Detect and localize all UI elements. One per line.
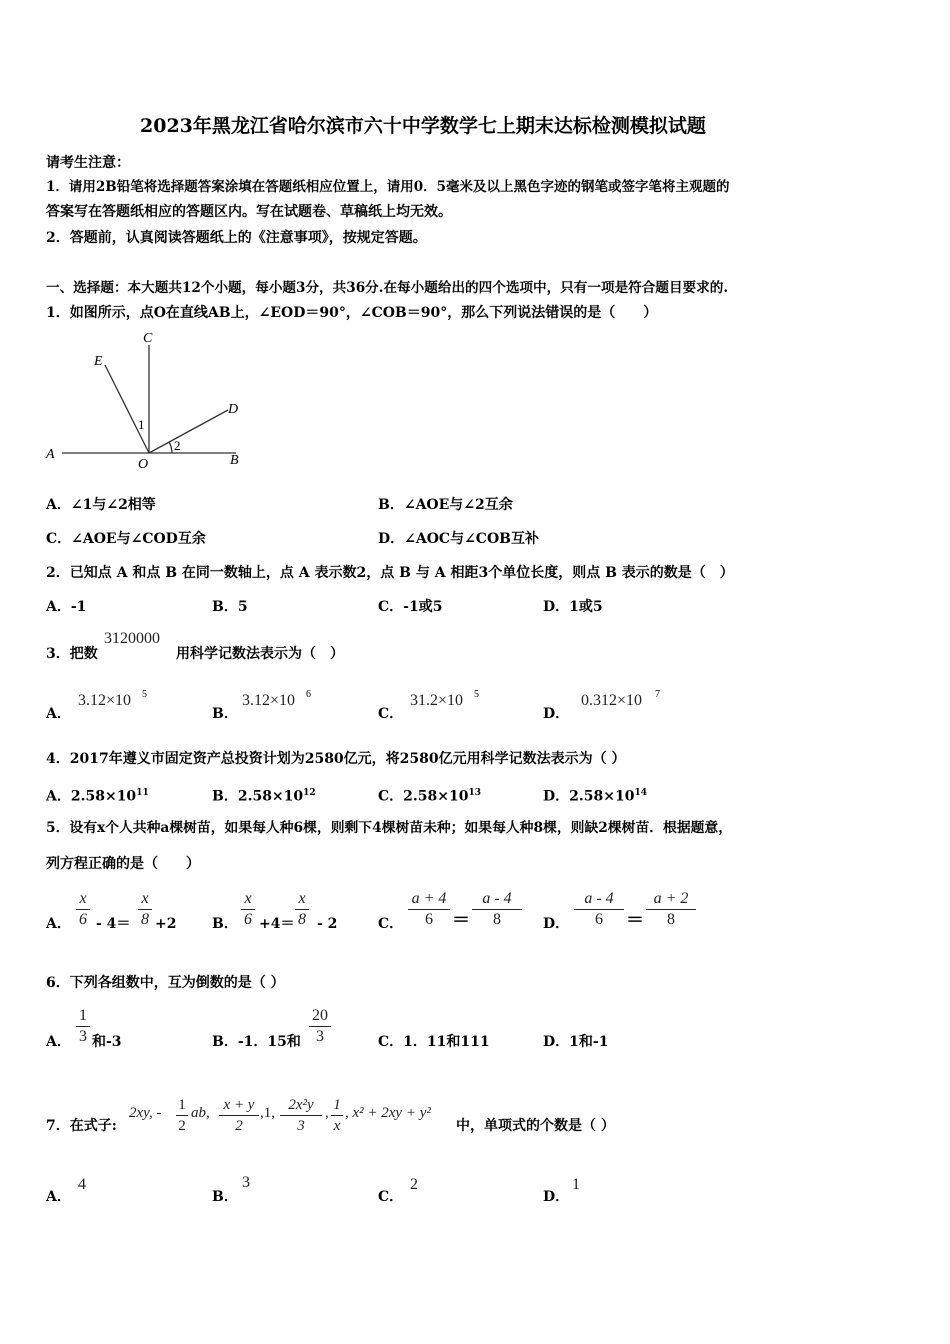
q1-stem: 1．如图所示，点O在直线AB上，∠EOD＝90°，∠COB＝90°，那么下列说法错误的是（ ） <box>46 305 658 321</box>
q5-a-fraction-1: x 6 <box>76 890 90 929</box>
q5-a-end: +2 <box>155 916 177 932</box>
q3-option-c-base: 31.2×10 <box>410 692 464 709</box>
q7-expr-5: , x² + 2xy + y² <box>345 1105 431 1121</box>
q6-option-d[interactable]: D．1和-1 <box>543 1034 609 1050</box>
q3-stem-post: 用科学记数法表示为（ ） <box>176 646 344 662</box>
label-D: D <box>228 402 239 417</box>
q6-a-post: 和-3 <box>92 1034 122 1050</box>
q5-c-equals: ＝ <box>452 910 470 931</box>
q1-option-c[interactable]: C．∠AOE与∠COD互余 <box>46 531 206 547</box>
q3-stem-pre: 3．把数 <box>46 646 98 662</box>
q5-d-fraction-2: a + 2 8 <box>646 890 696 929</box>
q2-stem: 2．已知点 A 和点 B 在同一数轴上，点 A 表示数2，点 B 与 A 相距3个单位长度，则点 B 表示的数是（ ） <box>46 565 734 581</box>
q5-b-end: - 2 <box>317 916 338 932</box>
q7-frac-2: x + y 2 <box>219 1096 259 1135</box>
q7-option-d-label[interactable]: D． <box>543 1189 570 1205</box>
q5-a-middle: - 4＝ <box>96 916 131 932</box>
q7-option-a-value: 4 <box>78 1176 86 1193</box>
q3-option-c-exp: 5 <box>474 689 479 700</box>
q3-option-d-base: 0.312×10 <box>581 692 643 709</box>
q7-expr-2: ab, <box>191 1105 210 1121</box>
q5-option-c-label[interactable]: C． <box>378 916 404 932</box>
q3-option-b-exp: 6 <box>306 689 311 700</box>
q7-frac-3: 2x²y 3 <box>280 1096 322 1135</box>
q5-stem-line-2: 列方程正确的是（ ） <box>46 856 200 872</box>
q6-b-fraction: 20 3 <box>309 1007 331 1046</box>
q3-option-a-base: 3.12×10 <box>78 692 132 709</box>
q3-option-a-label[interactable]: A． <box>46 706 71 722</box>
q7-option-c-label[interactable]: C． <box>378 1189 404 1205</box>
q5-a-fraction-2: x 8 <box>138 890 152 929</box>
q7-frac-1: 1 2 <box>176 1096 188 1135</box>
q1-option-d[interactable]: D．∠AOC与∠COB互补 <box>378 531 539 547</box>
q6-stem: 6．下列各组数中，互为倒数的是（ ） <box>46 975 285 991</box>
q5-stem-line-1: 5．设有x个人共种a棵树苗，如果每人种6棵，则剩下4棵树苗未种；如果每人种8棵，则缺2棵树苗．根据题意， <box>46 820 733 836</box>
q3-option-b-base: 3.12×10 <box>242 692 296 709</box>
q7-option-b-value: 3 <box>242 1174 250 1191</box>
q2-option-c[interactable]: C．-1或5 <box>378 599 443 615</box>
q4-option-c[interactable]: C．$2.58\times 10^{13}$ <box>378 788 481 805</box>
label-angle-2: 2 <box>174 438 181 453</box>
q5-c-fraction-2: a - 4 8 <box>472 890 522 929</box>
q5-option-d-label[interactable]: D． <box>543 916 570 932</box>
q6-option-c[interactable]: C．1．11和111 <box>378 1034 490 1050</box>
label-A: A <box>46 447 55 462</box>
q4-stem: 4．2017年遵义市固定资产总投资计划为2580亿元，将2580亿元用科学记数法表示为（ ） <box>46 751 626 767</box>
q7-frac-4: 1 x <box>331 1096 343 1135</box>
q7-expr-1: 2xy, - <box>129 1105 162 1121</box>
q4-option-d[interactable]: D．$2.58\times 10^{14}$ <box>543 788 647 805</box>
q7-option-c-value: 2 <box>410 1176 418 1193</box>
notice-header: 请考生注意： <box>46 155 130 171</box>
q5-b-fraction-2: x 8 <box>295 890 309 929</box>
q1-option-a[interactable]: A．∠1与∠2相等 <box>46 497 156 513</box>
q7-stem-pre: 7．在式子: <box>46 1118 117 1134</box>
label-C: C <box>143 331 153 346</box>
q2-option-d[interactable]: D．1或5 <box>543 599 603 615</box>
label-E: E <box>94 354 103 369</box>
notice-line-3: 2．答题前，认真阅读答题纸上的《注意事项》，按规定答题。 <box>46 230 427 246</box>
q7-option-b-label[interactable]: B． <box>212 1189 238 1205</box>
q3-option-d-exp: 7 <box>655 689 660 700</box>
q3-number: 3120000 <box>104 630 160 647</box>
q3-option-a-exp: 5 <box>142 689 147 700</box>
section-heading: 一、选择题：本大题共12个小题，每小题3分，共36分.在每小题给出的四个选项中，只有一项是符合题目要求的. <box>46 280 729 296</box>
q7-expr-4: , <box>325 1105 329 1121</box>
notice-line-1: 1．请用2B铅笔将选择题答案涂填在答题纸相应位置上，请用0．5毫米及以上黑色字迹的钢笔或签字笔将主观题的 <box>46 179 730 195</box>
q5-option-a-label[interactable]: A． <box>46 916 71 932</box>
notice-line-2: 答案写在答题纸相应的答题区内。写在试题卷、草稿纸上均无效。 <box>46 204 452 220</box>
q2-option-a[interactable]: A．-1 <box>46 599 87 615</box>
q7-stem-post: 中，单项式的个数是（ ） <box>456 1118 615 1134</box>
q5-c-fraction-1: a + 4 6 <box>408 890 450 929</box>
q2-option-b[interactable]: B．5 <box>212 599 248 615</box>
q4-option-a[interactable]: A．$2.58\times 10^{11}$ <box>46 788 149 805</box>
q5-d-equals: ＝ <box>626 910 644 931</box>
label-O: O <box>138 457 149 472</box>
q6-option-a-label[interactable]: A． <box>46 1034 71 1050</box>
q5-b-middle: +4＝ <box>259 916 295 932</box>
q3-option-d-label[interactable]: D． <box>543 706 570 722</box>
label-angle-1: 1 <box>138 417 145 432</box>
q3-option-b-label[interactable]: B． <box>212 706 238 722</box>
q5-b-fraction-1: x 6 <box>241 890 255 929</box>
page-title: 2023年黑龙江省哈尔滨市六十中学数学七上期末达标检测模拟试题 <box>140 115 706 137</box>
q6-option-b[interactable]: B．-1．15和 <box>212 1034 301 1050</box>
q1-option-b[interactable]: B．∠AOE与∠2互余 <box>378 497 513 513</box>
q7-option-a-label[interactable]: A． <box>46 1189 71 1205</box>
q3-option-c-label[interactable]: C． <box>378 706 404 722</box>
label-B: B <box>230 453 239 468</box>
q1-figure <box>40 325 250 475</box>
q5-option-b-label[interactable]: B． <box>212 916 238 932</box>
q6-a-fraction: 1 3 <box>76 1007 90 1046</box>
q4-option-b[interactable]: B．$2.58\times 10^{12}$ <box>212 788 316 805</box>
q5-d-fraction-1: a - 4 6 <box>574 890 624 929</box>
q7-expr-3: ,1, <box>260 1105 275 1121</box>
q7-option-d-value: 1 <box>572 1176 580 1193</box>
